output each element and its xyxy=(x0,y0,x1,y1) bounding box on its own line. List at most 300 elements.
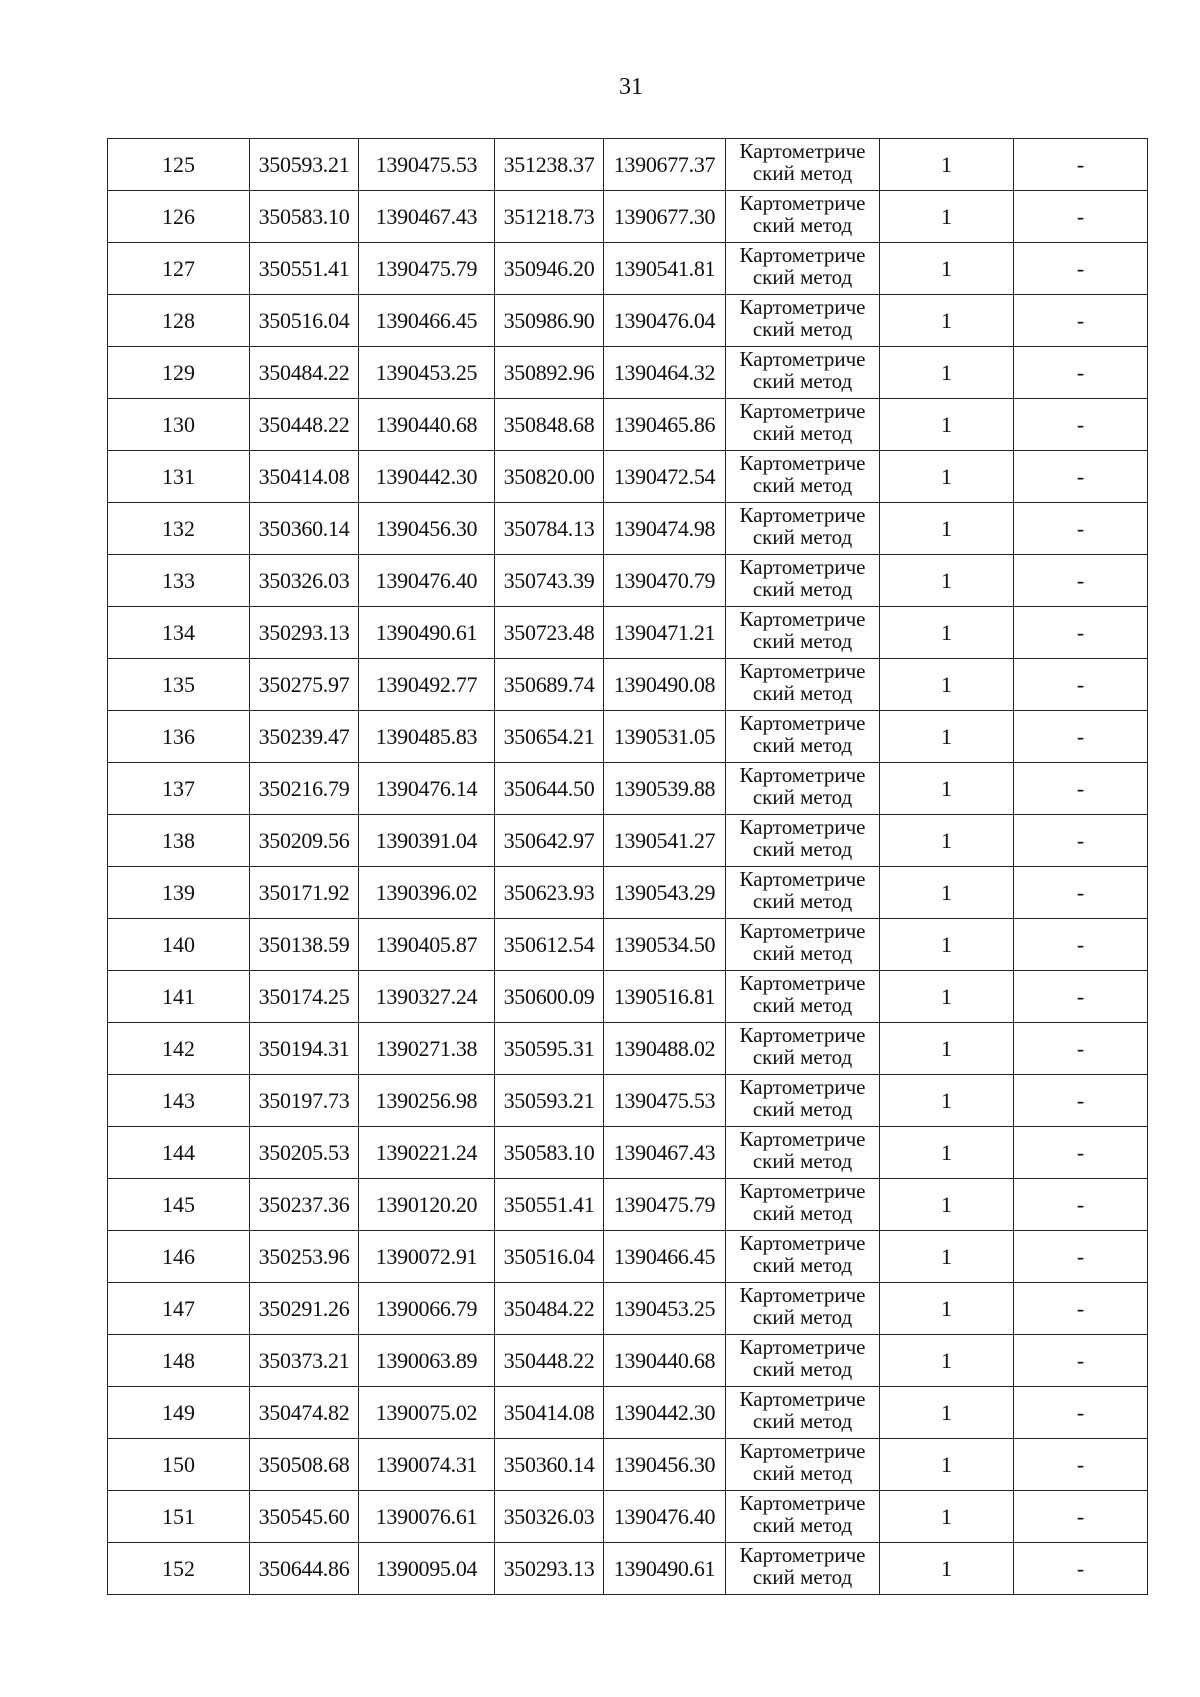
method-line-2: ский метод xyxy=(752,629,853,653)
point-number-cell: 135 xyxy=(108,659,250,711)
y-coordinate-cell: 1390396.02 xyxy=(359,867,495,919)
y-coordinate-cell: 1390453.25 xyxy=(359,347,495,399)
note-cell: - xyxy=(1014,139,1148,191)
y2-coordinate-cell: 1390475.79 xyxy=(604,1179,726,1231)
y2-coordinate-cell: 1390453.25 xyxy=(604,1283,726,1335)
accuracy-cell: 1 xyxy=(880,867,1014,919)
method-cell xyxy=(726,971,880,1023)
note-cell: - xyxy=(1014,295,1148,347)
y2-coordinate-cell: 1390475.53 xyxy=(604,1075,726,1127)
method-line-1: Картометриче xyxy=(739,919,866,943)
accuracy-cell: 1 xyxy=(880,919,1014,971)
point-number-cell: 141 xyxy=(108,971,250,1023)
x2-coordinate-cell: 350946.20 xyxy=(495,243,604,295)
point-number-cell: 126 xyxy=(108,191,250,243)
note-cell: - xyxy=(1014,1075,1148,1127)
point-number-cell: 147 xyxy=(108,1283,250,1335)
method-line-2: ский метод xyxy=(752,317,853,341)
x2-coordinate-cell: 351218.73 xyxy=(495,191,604,243)
method-line-2: ский метод xyxy=(752,1565,853,1589)
method-line-1: Картометриче xyxy=(739,1335,866,1359)
note-cell: - xyxy=(1014,399,1148,451)
method-cell xyxy=(726,503,880,555)
point-number-cell: 140 xyxy=(108,919,250,971)
x-coordinate-cell: 350138.59 xyxy=(250,919,359,971)
x2-coordinate-cell: 350642.97 xyxy=(495,815,604,867)
note-cell: - xyxy=(1014,711,1148,763)
note-cell: - xyxy=(1014,1023,1148,1075)
x2-coordinate-cell: 350551.41 xyxy=(495,1179,604,1231)
y2-coordinate-cell: 1390474.98 xyxy=(604,503,726,555)
x-coordinate-cell: 350545.60 xyxy=(250,1491,359,1543)
x-coordinate-cell: 350551.41 xyxy=(250,243,359,295)
y-coordinate-cell: 1390475.53 xyxy=(359,139,495,191)
y2-coordinate-cell: 1390476.04 xyxy=(604,295,726,347)
method-line-1: Картометриче xyxy=(739,503,866,527)
note-cell: - xyxy=(1014,555,1148,607)
method-cell xyxy=(726,1075,880,1127)
method-line-2: ский метод xyxy=(752,837,853,861)
point-number-cell: 127 xyxy=(108,243,250,295)
table-row xyxy=(108,295,1148,347)
point-number-cell: 143 xyxy=(108,1075,250,1127)
method-cell xyxy=(726,1127,880,1179)
point-number-cell: 145 xyxy=(108,1179,250,1231)
x2-coordinate-cell: 350784.13 xyxy=(495,503,604,555)
method-line-1: Картометриче xyxy=(739,139,866,163)
x-coordinate-cell: 350275.97 xyxy=(250,659,359,711)
y-coordinate-cell: 1390440.68 xyxy=(359,399,495,451)
y-coordinate-cell: 1390076.61 xyxy=(359,1491,495,1543)
accuracy-cell: 1 xyxy=(880,1439,1014,1491)
point-number-cell: 144 xyxy=(108,1127,250,1179)
table-row xyxy=(108,191,1148,243)
y-coordinate-cell: 1390490.61 xyxy=(359,607,495,659)
y-coordinate-cell: 1390256.98 xyxy=(359,1075,495,1127)
point-number-cell: 130 xyxy=(108,399,250,451)
y2-coordinate-cell: 1390490.61 xyxy=(604,1543,726,1595)
note-cell: - xyxy=(1014,347,1148,399)
y2-coordinate-cell: 1390456.30 xyxy=(604,1439,726,1491)
point-number-cell: 142 xyxy=(108,1023,250,1075)
table-row xyxy=(108,1335,1148,1387)
y-coordinate-cell: 1390456.30 xyxy=(359,503,495,555)
x-coordinate-cell: 350326.03 xyxy=(250,555,359,607)
y-coordinate-cell: 1390120.20 xyxy=(359,1179,495,1231)
point-number-cell: 132 xyxy=(108,503,250,555)
method-line-1: Картометриче xyxy=(739,867,866,891)
table-row xyxy=(108,1075,1148,1127)
method-cell xyxy=(726,1387,880,1439)
method-cell xyxy=(726,347,880,399)
point-number-cell: 137 xyxy=(108,763,250,815)
method-cell xyxy=(726,815,880,867)
x-coordinate-cell: 350414.08 xyxy=(250,451,359,503)
x2-coordinate-cell: 350848.68 xyxy=(495,399,604,451)
method-cell xyxy=(726,919,880,971)
x-coordinate-cell: 350360.14 xyxy=(250,503,359,555)
y-coordinate-cell: 1390095.04 xyxy=(359,1543,495,1595)
y2-coordinate-cell: 1390531.05 xyxy=(604,711,726,763)
note-cell: - xyxy=(1014,1179,1148,1231)
table-row xyxy=(108,139,1148,191)
y2-coordinate-cell: 1390440.68 xyxy=(604,1335,726,1387)
method-line-2: ский метод xyxy=(752,785,853,809)
note-cell: - xyxy=(1014,607,1148,659)
x2-coordinate-cell: 350448.22 xyxy=(495,1335,604,1387)
y-coordinate-cell: 1390063.89 xyxy=(359,1335,495,1387)
accuracy-cell: 1 xyxy=(880,1335,1014,1387)
x-coordinate-cell: 350209.56 xyxy=(250,815,359,867)
method-line-2: ский метод xyxy=(752,889,853,913)
x-coordinate-cell: 350237.36 xyxy=(250,1179,359,1231)
table-row xyxy=(108,1127,1148,1179)
table-row xyxy=(108,763,1148,815)
note-cell: - xyxy=(1014,1231,1148,1283)
y-coordinate-cell: 1390327.24 xyxy=(359,971,495,1023)
method-line-2: ский метод xyxy=(752,369,853,393)
point-number-cell: 133 xyxy=(108,555,250,607)
x2-coordinate-cell: 350583.10 xyxy=(495,1127,604,1179)
accuracy-cell: 1 xyxy=(880,503,1014,555)
table-row xyxy=(108,1231,1148,1283)
x2-coordinate-cell: 350820.00 xyxy=(495,451,604,503)
x-coordinate-cell: 350644.86 xyxy=(250,1543,359,1595)
method-line-2: ский метод xyxy=(752,681,853,705)
method-line-2: ский метод xyxy=(752,941,853,965)
method-line-2: ский метод xyxy=(752,1149,853,1173)
x-coordinate-cell: 350174.25 xyxy=(250,971,359,1023)
table-row xyxy=(108,919,1148,971)
point-number-cell: 129 xyxy=(108,347,250,399)
accuracy-cell: 1 xyxy=(880,1283,1014,1335)
y-coordinate-cell: 1390492.77 xyxy=(359,659,495,711)
method-line-1: Картометриче xyxy=(739,1023,866,1047)
method-line-2: ский метод xyxy=(752,577,853,601)
table-row xyxy=(108,607,1148,659)
method-line-2: ский метод xyxy=(752,1201,853,1225)
x2-coordinate-cell: 350892.96 xyxy=(495,347,604,399)
x2-coordinate-cell: 350414.08 xyxy=(495,1387,604,1439)
accuracy-cell: 1 xyxy=(880,815,1014,867)
y2-coordinate-cell: 1390465.86 xyxy=(604,399,726,451)
table-row xyxy=(108,1023,1148,1075)
method-line-2: ский метод xyxy=(752,1045,853,1069)
x-coordinate-cell: 350474.82 xyxy=(250,1387,359,1439)
point-number-cell: 150 xyxy=(108,1439,250,1491)
method-cell xyxy=(726,139,880,191)
accuracy-cell: 1 xyxy=(880,295,1014,347)
x2-coordinate-cell: 350743.39 xyxy=(495,555,604,607)
table-row xyxy=(108,1179,1148,1231)
accuracy-cell: 1 xyxy=(880,659,1014,711)
method-line-1: Картометриче xyxy=(739,763,866,787)
coordinates-table xyxy=(107,138,1148,1595)
method-cell xyxy=(726,1023,880,1075)
method-line-1: Картометриче xyxy=(739,711,866,735)
x2-coordinate-cell: 350484.22 xyxy=(495,1283,604,1335)
method-cell xyxy=(726,1543,880,1595)
x-coordinate-cell: 350593.21 xyxy=(250,139,359,191)
method-cell xyxy=(726,295,880,347)
y-coordinate-cell: 1390476.40 xyxy=(359,555,495,607)
table-row xyxy=(108,1283,1148,1335)
method-line-1: Картометриче xyxy=(739,1439,866,1463)
method-line-1: Картометриче xyxy=(739,399,866,423)
y-coordinate-cell: 1390221.24 xyxy=(359,1127,495,1179)
point-number-cell: 128 xyxy=(108,295,250,347)
note-cell: - xyxy=(1014,1491,1148,1543)
x2-coordinate-cell: 350326.03 xyxy=(495,1491,604,1543)
method-line-1: Картометриче xyxy=(739,1283,866,1307)
x2-coordinate-cell: 350654.21 xyxy=(495,711,604,763)
accuracy-cell: 1 xyxy=(880,139,1014,191)
y-coordinate-cell: 1390405.87 xyxy=(359,919,495,971)
method-line-1: Картометриче xyxy=(739,815,866,839)
accuracy-cell: 1 xyxy=(880,1543,1014,1595)
note-cell: - xyxy=(1014,815,1148,867)
method-cell xyxy=(726,1179,880,1231)
point-number-cell: 151 xyxy=(108,1491,250,1543)
point-number-cell: 149 xyxy=(108,1387,250,1439)
method-line-2: ский метод xyxy=(752,1305,853,1329)
x2-coordinate-cell: 350689.74 xyxy=(495,659,604,711)
x-coordinate-cell: 350194.31 xyxy=(250,1023,359,1075)
y2-coordinate-cell: 1390516.81 xyxy=(604,971,726,1023)
x-coordinate-cell: 350197.73 xyxy=(250,1075,359,1127)
x2-coordinate-cell: 350516.04 xyxy=(495,1231,604,1283)
x2-coordinate-cell: 350293.13 xyxy=(495,1543,604,1595)
accuracy-cell: 1 xyxy=(880,1075,1014,1127)
note-cell: - xyxy=(1014,1283,1148,1335)
point-number-cell: 148 xyxy=(108,1335,250,1387)
method-line-2: ский метод xyxy=(752,1097,853,1121)
method-cell xyxy=(726,1439,880,1491)
y-coordinate-cell: 1390466.45 xyxy=(359,295,495,347)
y-coordinate-cell: 1390391.04 xyxy=(359,815,495,867)
method-cell xyxy=(726,659,880,711)
x2-coordinate-cell: 351238.37 xyxy=(495,139,604,191)
note-cell: - xyxy=(1014,867,1148,919)
y2-coordinate-cell: 1390466.45 xyxy=(604,1231,726,1283)
table-row xyxy=(108,1439,1148,1491)
method-line-2: ский метод xyxy=(752,525,853,549)
y2-coordinate-cell: 1390490.08 xyxy=(604,659,726,711)
table-row xyxy=(108,971,1148,1023)
point-number-cell: 125 xyxy=(108,139,250,191)
method-line-1: Картометриче xyxy=(739,1231,866,1255)
note-cell: - xyxy=(1014,1387,1148,1439)
method-line-1: Картометриче xyxy=(739,295,866,319)
x-coordinate-cell: 350239.47 xyxy=(250,711,359,763)
x2-coordinate-cell: 350623.93 xyxy=(495,867,604,919)
method-line-1: Картометриче xyxy=(739,1491,866,1515)
x2-coordinate-cell: 350595.31 xyxy=(495,1023,604,1075)
table-row xyxy=(108,243,1148,295)
y2-coordinate-cell: 1390677.30 xyxy=(604,191,726,243)
method-line-2: ский метод xyxy=(752,161,853,185)
y-coordinate-cell: 1390072.91 xyxy=(359,1231,495,1283)
method-line-2: ский метод xyxy=(752,213,853,237)
accuracy-cell: 1 xyxy=(880,1179,1014,1231)
method-cell xyxy=(726,1335,880,1387)
y2-coordinate-cell: 1390488.02 xyxy=(604,1023,726,1075)
note-cell: - xyxy=(1014,1335,1148,1387)
y2-coordinate-cell: 1390539.88 xyxy=(604,763,726,815)
method-line-2: ский метод xyxy=(752,733,853,757)
point-number-cell: 152 xyxy=(108,1543,250,1595)
method-line-2: ский метод xyxy=(752,1253,853,1277)
x2-coordinate-cell: 350986.90 xyxy=(495,295,604,347)
y2-coordinate-cell: 1390543.29 xyxy=(604,867,726,919)
y2-coordinate-cell: 1390472.54 xyxy=(604,451,726,503)
x2-coordinate-cell: 350593.21 xyxy=(495,1075,604,1127)
y2-coordinate-cell: 1390534.50 xyxy=(604,919,726,971)
y2-coordinate-cell: 1390471.21 xyxy=(604,607,726,659)
method-cell xyxy=(726,607,880,659)
y2-coordinate-cell: 1390541.27 xyxy=(604,815,726,867)
x-coordinate-cell: 350583.10 xyxy=(250,191,359,243)
note-cell: - xyxy=(1014,451,1148,503)
y-coordinate-cell: 1390066.79 xyxy=(359,1283,495,1335)
y-coordinate-cell: 1390442.30 xyxy=(359,451,495,503)
method-line-2: ский метод xyxy=(752,993,853,1017)
table-row xyxy=(108,555,1148,607)
method-line-2: ский метод xyxy=(752,473,853,497)
note-cell: - xyxy=(1014,659,1148,711)
accuracy-cell: 1 xyxy=(880,191,1014,243)
accuracy-cell: 1 xyxy=(880,1387,1014,1439)
accuracy-cell: 1 xyxy=(880,555,1014,607)
table-body xyxy=(108,139,1148,1595)
method-cell xyxy=(726,1491,880,1543)
method-line-1: Картометриче xyxy=(739,1127,866,1151)
method-cell xyxy=(726,191,880,243)
y2-coordinate-cell: 1390476.40 xyxy=(604,1491,726,1543)
method-cell xyxy=(726,1231,880,1283)
table-row xyxy=(108,815,1148,867)
method-line-1: Картометриче xyxy=(739,659,866,683)
accuracy-cell: 1 xyxy=(880,607,1014,659)
method-line-1: Картометриче xyxy=(739,243,866,267)
method-line-2: ский метод xyxy=(752,421,853,445)
accuracy-cell: 1 xyxy=(880,1231,1014,1283)
accuracy-cell: 1 xyxy=(880,763,1014,815)
method-cell xyxy=(726,555,880,607)
x-coordinate-cell: 350171.92 xyxy=(250,867,359,919)
x-coordinate-cell: 350516.04 xyxy=(250,295,359,347)
method-cell xyxy=(726,763,880,815)
method-line-2: ский метод xyxy=(752,265,853,289)
point-number-cell: 146 xyxy=(108,1231,250,1283)
point-number-cell: 139 xyxy=(108,867,250,919)
y2-coordinate-cell: 1390470.79 xyxy=(604,555,726,607)
x-coordinate-cell: 350448.22 xyxy=(250,399,359,451)
y2-coordinate-cell: 1390464.32 xyxy=(604,347,726,399)
method-line-2: ский метод xyxy=(752,1409,853,1433)
table-row xyxy=(108,1387,1148,1439)
method-line-1: Картометриче xyxy=(739,347,866,371)
table-row xyxy=(108,399,1148,451)
table-row xyxy=(108,1491,1148,1543)
accuracy-cell: 1 xyxy=(880,1491,1014,1543)
x-coordinate-cell: 350484.22 xyxy=(250,347,359,399)
x-coordinate-cell: 350253.96 xyxy=(250,1231,359,1283)
y-coordinate-cell: 1390074.31 xyxy=(359,1439,495,1491)
method-line-2: ский метод xyxy=(752,1461,853,1485)
point-number-cell: 131 xyxy=(108,451,250,503)
note-cell: - xyxy=(1014,243,1148,295)
y-coordinate-cell: 1390485.83 xyxy=(359,711,495,763)
x-coordinate-cell: 350216.79 xyxy=(250,763,359,815)
y-coordinate-cell: 1390271.38 xyxy=(359,1023,495,1075)
y-coordinate-cell: 1390075.02 xyxy=(359,1387,495,1439)
accuracy-cell: 1 xyxy=(880,399,1014,451)
accuracy-cell: 1 xyxy=(880,1127,1014,1179)
table-row xyxy=(108,347,1148,399)
x2-coordinate-cell: 350644.50 xyxy=(495,763,604,815)
y2-coordinate-cell: 1390541.81 xyxy=(604,243,726,295)
method-line-1: Картометриче xyxy=(739,191,866,215)
y-coordinate-cell: 1390467.43 xyxy=(359,191,495,243)
point-number-cell: 136 xyxy=(108,711,250,763)
note-cell: - xyxy=(1014,1543,1148,1595)
method-line-1: Картометриче xyxy=(739,451,866,475)
point-number-cell: 134 xyxy=(108,607,250,659)
x2-coordinate-cell: 350360.14 xyxy=(495,1439,604,1491)
note-cell: - xyxy=(1014,919,1148,971)
method-line-1: Картометриче xyxy=(739,971,866,995)
accuracy-cell: 1 xyxy=(880,971,1014,1023)
x2-coordinate-cell: 350723.48 xyxy=(495,607,604,659)
accuracy-cell: 1 xyxy=(880,1023,1014,1075)
method-line-2: ский метод xyxy=(752,1357,853,1381)
point-number-cell: 138 xyxy=(108,815,250,867)
y2-coordinate-cell: 1390442.30 xyxy=(604,1387,726,1439)
note-cell: - xyxy=(1014,971,1148,1023)
table-row xyxy=(108,1543,1148,1595)
method-line-1: Картометриче xyxy=(739,1075,866,1099)
method-cell xyxy=(726,399,880,451)
note-cell: - xyxy=(1014,191,1148,243)
table-row xyxy=(108,711,1148,763)
table-row xyxy=(108,451,1148,503)
x-coordinate-cell: 350293.13 xyxy=(250,607,359,659)
x-coordinate-cell: 350291.26 xyxy=(250,1283,359,1335)
table-row xyxy=(108,867,1148,919)
method-line-1: Картометриче xyxy=(739,1543,866,1567)
method-cell xyxy=(726,243,880,295)
method-line-2: ский метод xyxy=(752,1513,853,1537)
note-cell: - xyxy=(1014,1127,1148,1179)
note-cell: - xyxy=(1014,503,1148,555)
x-coordinate-cell: 350205.53 xyxy=(250,1127,359,1179)
method-cell xyxy=(726,711,880,763)
x-coordinate-cell: 350508.68 xyxy=(250,1439,359,1491)
note-cell: - xyxy=(1014,1439,1148,1491)
accuracy-cell: 1 xyxy=(880,243,1014,295)
method-cell xyxy=(726,867,880,919)
x2-coordinate-cell: 350612.54 xyxy=(495,919,604,971)
x-coordinate-cell: 350373.21 xyxy=(250,1335,359,1387)
y-coordinate-cell: 1390475.79 xyxy=(359,243,495,295)
method-line-1: Картометриче xyxy=(739,1179,866,1203)
method-line-1: Картометриче xyxy=(739,607,866,631)
accuracy-cell: 1 xyxy=(880,711,1014,763)
method-line-1: Картометриче xyxy=(739,1387,866,1411)
table-row xyxy=(108,503,1148,555)
method-cell xyxy=(726,451,880,503)
